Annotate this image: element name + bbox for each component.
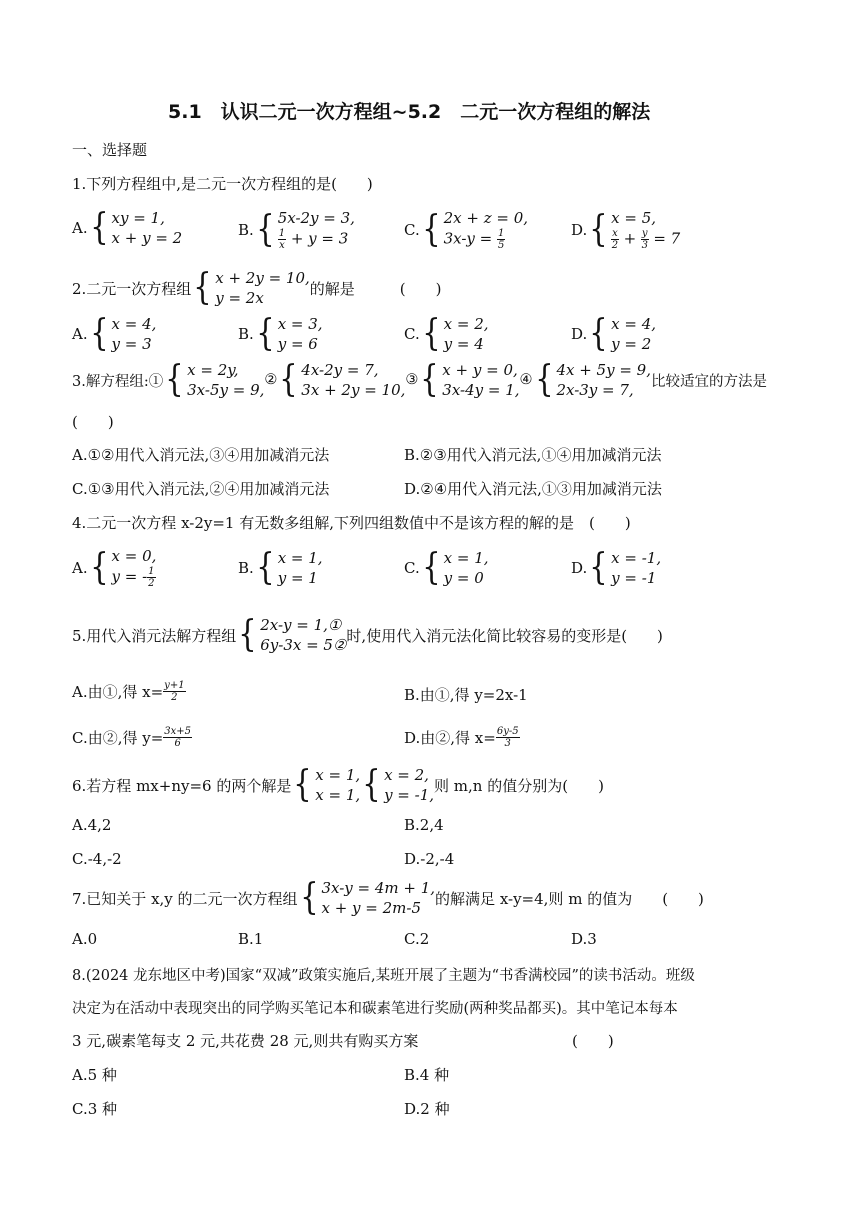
q5-option-d: D.由②,得 x= $\frac{6y-5}{3}$ — [404, 726, 519, 749]
q8-option-d: D.2 种 — [404, 1100, 450, 1118]
q3-stem: 3.解方程组:① { x = 2y, 3x-5y = 9, ② { 4x-2y = 7, 3x + 2y = 10, ③ { x + y = 0, 3x-4y = 1, ④ { 4x + 5y = 9, 2x-3y = 7, 比较适宜的方法是 — [72, 359, 767, 400]
q8-option-b: B.4 种 — [404, 1066, 450, 1084]
section-heading: 一、选择题 — [72, 141, 148, 159]
q3-option-b: B.②③用代入消元法,①④用加减消元法 — [404, 446, 662, 464]
q8-option-a: A.5 种 — [72, 1066, 117, 1084]
q3-option-c: C.①③用代入消元法,②④用加减消元法 — [72, 480, 330, 498]
q7-option-a: A.0 — [72, 930, 98, 948]
q3-answer-paren: ( ) — [72, 413, 114, 431]
q5-option-a: A.由①,得 x= $\frac{y+1}{2}$ — [72, 680, 185, 703]
q6-option-c: C.-4,-2 — [72, 850, 122, 868]
q1-option-d: D. { x = 5, $\frac{x}{2}$ + $\frac{y}{3}$ = 7 — [571, 208, 681, 251]
q5-option-b: B.由①,得 y=2x-1 — [404, 686, 528, 704]
q2-option-b: B. { x = 3, y = 6 — [238, 313, 323, 354]
q8-answer-paren: ( ) — [572, 1032, 614, 1050]
q1-stem: 1.下列方程组中,是二元一次方程组的是( ) — [72, 175, 373, 193]
q8-stem-line1: 8.(2024 龙东地区中考)国家“双减”政策实施后,某班开展了主题为“书香满校园”的读书活动。班级 — [72, 968, 695, 984]
q7-option-d: D.3 — [571, 930, 597, 948]
q1-option-b: B. { 5x-2y = 3, $\frac{1}{x}$ + y = 3 — [238, 208, 355, 251]
q8-stem-line3: 3 元,碳素笔每支 2 元,共花费 28 元,则共有购买方案 — [72, 1032, 419, 1050]
q4-option-b: B. { x = 1, y = 1 — [238, 547, 323, 588]
q2-option-d: D. { x = 4, y = 2 — [571, 313, 657, 354]
q4-stem: 4.二元一次方程 x-2y=1 有无数多组解,下列四组数值中不是该方程的解的是 ( ) — [72, 514, 631, 532]
q2-option-a: A. { x = 4, y = 3 — [72, 313, 157, 354]
q6-option-d: D.-2,-4 — [404, 850, 455, 868]
q1-option-c: C. { 2x + z = 0, 3x-y = $\frac{1}{5}$ — [404, 208, 529, 251]
q7-option-b: B.1 — [238, 930, 264, 948]
q3-option-a: A.①②用代入消元法,③④用加减消元法 — [72, 446, 330, 464]
q4-option-c: C. { x = 1, y = 0 — [404, 547, 489, 588]
q8-option-c: C.3 种 — [72, 1100, 118, 1118]
q2-option-c: C. { x = 2, y = 4 — [404, 313, 489, 354]
q7-stem: 7.已知关于 x,y 的二元一次方程组 { 3x-y = 4m + 1, x + y = 2m-5 的解满足 x-y=4,则 m 的值为 ( ) — [72, 877, 704, 918]
q2-stem: 2.二元一次方程组 { x + 2y = 10, y = 2x 的解是 ( ) — [72, 267, 442, 308]
page-title: 5.1 认识二元一次方程组~5.2 二元一次方程组的解法 — [168, 101, 651, 123]
q4-option-a: A. { x = 0, y = - $\frac{1}{2}$ — [72, 546, 157, 589]
q7-option-c: C.2 — [404, 930, 430, 948]
q6-option-a: A.4,2 — [72, 816, 112, 834]
q5-stem: 5.用代入消元法解方程组 { 2x-y = 1,① 6y-3x = 5② 时,使用代入消元法化简比较容易的变形是( ) — [72, 614, 663, 655]
q6-option-b: B.2,4 — [404, 816, 444, 834]
q3-option-d: D.②④用代入消元法,①③用加减消元法 — [404, 480, 662, 498]
q1-option-a: A. { xy = 1, x + y = 2 — [72, 207, 183, 248]
q5-option-c: C.由②,得 y= $\frac{3x+5}{6}$ — [72, 726, 192, 749]
q6-stem: 6.若方程 mx+ny=6 的两个解是 { x = 1, x = 1, { x = 2, y = -1, 则 m,n 的值分别为( ) — [72, 764, 604, 805]
q4-option-d: D. { x = -1, y = -1 — [571, 547, 662, 588]
q8-stem-line2: 决定为在活动中表现突出的同学购买笔记本和碳素笔进行奖励(两种奖品都买)。其中笔记本每本 — [72, 1001, 678, 1017]
